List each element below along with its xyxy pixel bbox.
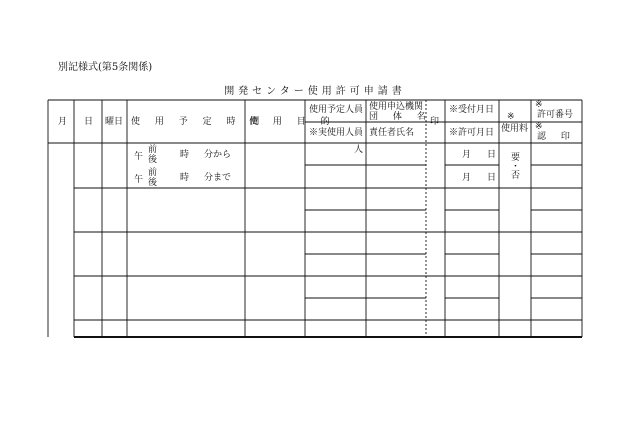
header-weekday: 曜日 xyxy=(105,117,124,127)
header-purpose: 使 用 目 的 xyxy=(249,117,336,127)
row1-am-label-2: 午 xyxy=(134,175,144,185)
row1-before-label-2: 前 xyxy=(148,168,158,178)
row1-people-unit: 人 xyxy=(354,145,364,155)
header-schedule: 使 用 予 定 時 間 xyxy=(131,117,266,127)
header-seal: 印 xyxy=(430,117,440,127)
header-month: 月 xyxy=(58,117,68,127)
header-applicant-org-line2: 団 体 名 xyxy=(369,112,432,122)
header-fee: 使用料 xyxy=(501,124,529,134)
row1-to-minute: 分まで xyxy=(204,173,232,183)
row1-fee-not-required: 否 xyxy=(511,171,521,181)
header-approval-mark: ※ xyxy=(535,122,543,132)
form-reference-note: 別記様式(第5条関係) xyxy=(58,62,153,73)
row1-fee-required: 要 xyxy=(511,153,521,163)
header-applicant-org-line1: 使用申込機関 xyxy=(369,102,424,112)
row1-from-hour: 時 xyxy=(180,150,190,160)
row1-permit-month: 月 xyxy=(462,173,472,183)
header-day: 日 xyxy=(84,117,94,127)
row1-after-label-2: 後 xyxy=(148,178,158,188)
row1-permit-day: 日 xyxy=(487,173,497,183)
header-planned-people: 使用予定人員 xyxy=(309,105,364,115)
row1-am-label: 午 xyxy=(134,152,144,162)
row1-to-hour: 時 xyxy=(180,173,190,183)
row1-before-label: 前 xyxy=(148,145,158,155)
header-approval: 認 印 xyxy=(537,132,576,142)
row1-received-month: 月 xyxy=(462,150,472,160)
header-permit-no-mark: ※ xyxy=(535,100,543,110)
header-actual-people: ※実使用人員 xyxy=(309,128,364,138)
header-fee-mark: ※ xyxy=(507,112,515,122)
row1-from-minute: 分から xyxy=(204,150,232,160)
form-title: 開発センター使用許可申請書 xyxy=(224,86,406,97)
row1-fee-dot: ・ xyxy=(511,162,521,172)
header-received-date: ※受付月日 xyxy=(449,105,495,115)
header-responsible: 責任者氏名 xyxy=(369,128,415,138)
header-permit-no: 許可番号 xyxy=(537,110,574,120)
header-permit-date: ※許可月日 xyxy=(449,128,495,138)
row1-after-label: 後 xyxy=(148,155,158,165)
row1-received-day: 日 xyxy=(487,150,497,160)
